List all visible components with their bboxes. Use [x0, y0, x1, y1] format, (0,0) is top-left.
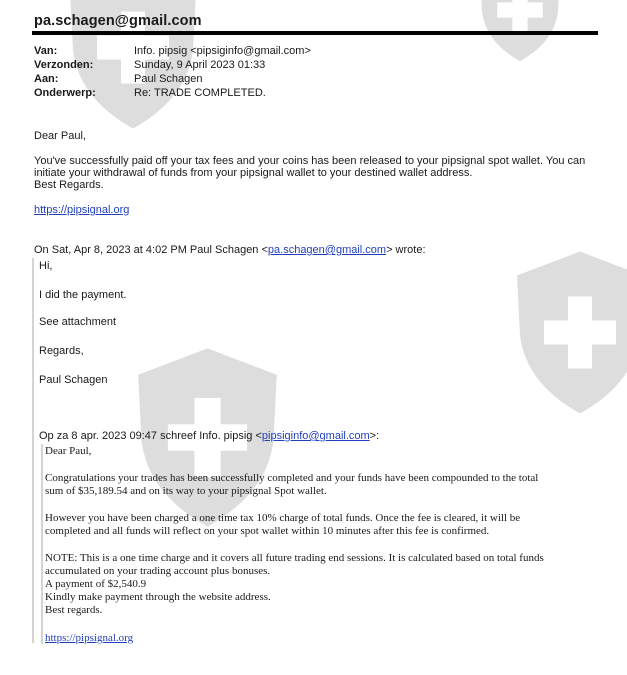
reply-website-link[interactable]: https://pipsignal.org: [34, 204, 130, 216]
quote1-border: [32, 258, 34, 643]
quote1-hi: Hi,: [39, 260, 53, 272]
quote1-name: Paul Schagen: [39, 374, 108, 386]
from-value: Info. pipsig <pipsiginfo@gmail.com>: [134, 45, 311, 57]
reply-body-line1: You've successfully paid off your tax fees and your coins has been released to your pipsignal spot wallet. You can: [34, 155, 586, 167]
quote2-attribution-suffix: >:: [369, 430, 380, 442]
quote2-para2-line2: completed and all funds will reflect on your spot wallet within 10 minutes after this fee is confirmed.: [45, 525, 490, 537]
subject-label: Onderwerp:: [34, 87, 96, 99]
to-value: Paul Schagen: [134, 73, 203, 85]
quote2-para2-line1: However you have been charged a one time tax 10% charge of total funds. Once the fee is cleared, it will be: [45, 512, 521, 524]
quote2-para3-line1: NOTE: This is a one time charge and it covers all future trading end sessions. It is calculated based on total funds: [45, 552, 544, 564]
sender-email: pa.schagen@gmail.com: [34, 13, 202, 29]
quote2-border: [41, 444, 43, 644]
quote2-attribution-prefix: Op za 8 apr. 2023 09:47 schreef Info. pipsig <: [39, 430, 262, 442]
quote2-attribution: [39, 430, 379, 443]
quote1-attribution-prefix: On Sat, Apr 8, 2023 at 4:02 PM Paul Schagen <: [34, 244, 268, 256]
quote1-regards: Regards,: [39, 345, 84, 357]
reply-closing: Best Regards.: [34, 179, 104, 191]
reply-greeting: Dear Paul,: [34, 130, 86, 142]
quote2-para1-line1: Congratulations your trades has been successfully completed and your funds have been compounded to the total: [45, 472, 539, 484]
quote1-email-link[interactable]: pa.schagen@gmail.com: [267, 244, 387, 256]
header-divider: [32, 31, 598, 35]
sent-value: Sunday, 9 April 2023 01:33: [134, 59, 266, 71]
quote1-attachment: See attachment: [39, 316, 117, 328]
quote2-greeting: Dear Paul,: [45, 445, 92, 457]
reply-body-line2: initiate your withdrawal of funds from your pipsignal wallet to your destined wallet address.: [34, 167, 473, 179]
sent-label: Verzonden:: [34, 59, 94, 71]
subject-value: Re: TRADE COMPLETED.: [134, 87, 266, 99]
quote2-instruction: Kindly make payment through the website address.: [45, 591, 271, 603]
from-label: Van:: [34, 45, 58, 57]
quote2-website-link[interactable]: https://pipsignal.org: [45, 632, 134, 644]
quote2-closing: Best regards.: [45, 604, 103, 616]
quote2-para1-line2: sum of $35,189.54 and on its way to your pipsignal Spot wallet.: [45, 485, 327, 497]
quote2-para3-line2: accumulated on your trading account plus bonuses.: [45, 565, 271, 577]
quote2-payment-amount: A payment of $2,540.9: [45, 578, 147, 590]
to-label: Aan:: [34, 73, 59, 85]
quote1-attribution: [34, 244, 426, 257]
quote1-attribution-suffix: > wrote:: [386, 244, 426, 256]
quote2-email-link[interactable]: pipsiginfo@gmail.com: [261, 430, 370, 442]
quote1-payment: I did the payment.: [39, 289, 127, 301]
